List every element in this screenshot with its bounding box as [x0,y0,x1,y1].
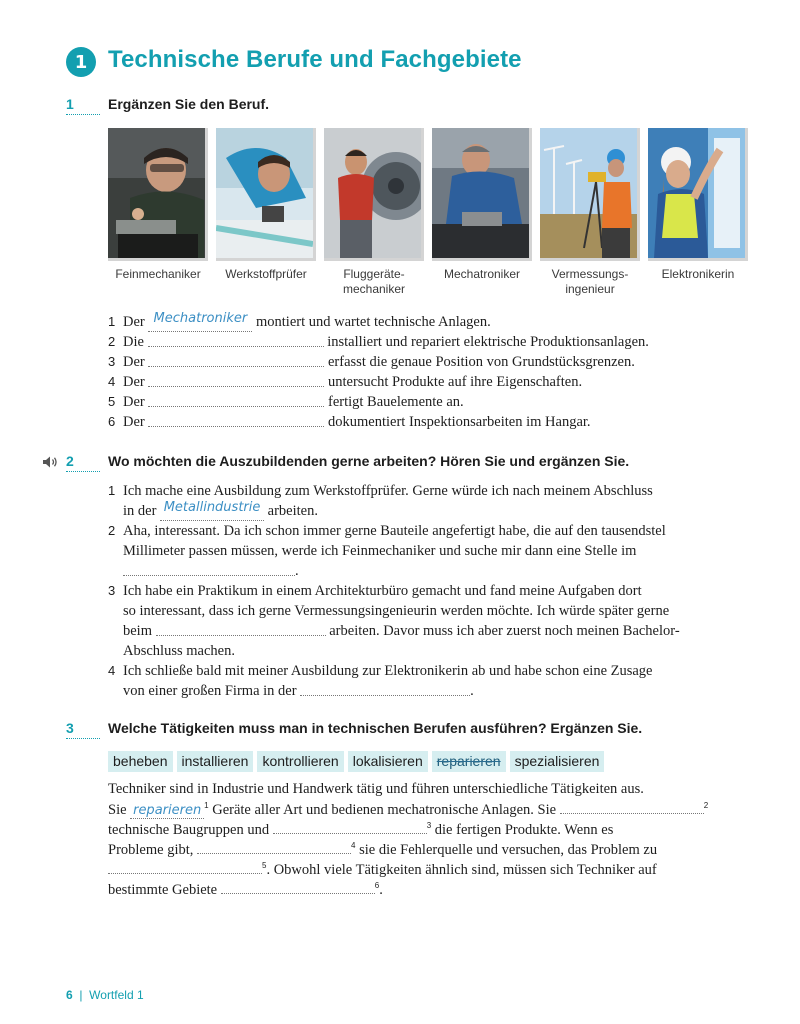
statement-line: Ich habe ein Praktikum in einem Architekturbüro gemacht und fand meine Aufgaben dort [123,583,642,599]
chapter-number-badge [66,47,96,77]
text-line [108,819,748,839]
text: beim [123,623,152,639]
sentence-row [108,412,758,432]
sentence-row [108,312,758,332]
answer-field[interactable] [108,859,262,874]
sentence-row [108,392,758,412]
sentence-rest: erfasst die genaue Position von Grundstücksgrenzen. [328,354,635,370]
footnote-number: 3 [426,821,432,831]
photo-card-elektronikerin [648,128,748,282]
item-number: 1 [108,314,116,329]
exercise-2-number: 2 [66,453,100,472]
statement-3 [108,581,758,661]
photo-card-mechatroniker [432,128,532,282]
text: . [379,882,383,898]
text: . Obwohl viele Tätigkeiten ähnlich sind, müssen sich Techniker auf [266,862,657,878]
exercise-3-number: 3 [66,720,100,739]
statement-line [123,501,758,521]
chapter-number: 1 [74,51,88,73]
text: Geräte aller Art und bedienen mechatronische Anlagen. Sie [212,802,557,818]
sentence-row [108,352,758,372]
item-number: 5 [108,394,116,409]
sentence-rest: untersucht Produkte auf ihre Eigenschaften. [328,374,583,390]
statement-line: Ich mache eine Ausbildung zum Werkstoffprüfer. Gerne würde ich nach meinem Abschluss [123,483,653,499]
word-chip[interactable]: lokalisieren [348,751,428,772]
article: Die [123,334,144,350]
item-number: 1 [108,483,116,498]
photo-feinmechaniker [108,128,208,261]
exercise-3-text [108,779,748,899]
text-line [108,799,748,819]
page-footer [66,988,144,1002]
statement-2 [108,521,758,581]
exercise-1-title: Ergänzen Sie den Beruf. [108,96,270,112]
exercise-1-number: 1 [66,96,100,115]
sentence-rest: fertigt Bauelemente an. [328,394,464,410]
sentence-rest: installiert und repariert elektrische Produktionsanlagen. [327,334,649,350]
text: technische Baugruppen und [108,822,270,838]
text: arbeiten. [267,503,318,519]
photo-strip [108,128,748,298]
answer-field[interactable] [148,412,324,427]
word-chip[interactable]: beheben [108,751,173,772]
word-chip[interactable]: installieren [177,751,254,772]
photo-caption: Elektronikerin [661,267,735,281]
answer-field[interactable] [148,332,324,347]
footer-section: Wortfeld 1 [89,988,144,1002]
text: Sie [108,802,127,818]
article: Der [123,354,145,370]
text: arbeiten. Davor muss ich aber zuerst noch meinen Bachelor- [329,623,680,639]
exercise-2-items [108,481,758,701]
photo-card-vermessungsingenieur [540,128,640,297]
item-number: 2 [108,523,116,538]
footnote-number: 2 [703,801,709,811]
text: . [295,563,299,579]
footer-separator: | [79,988,83,1002]
answer-field[interactable] [560,799,704,814]
answer-field[interactable]: Metallindustrie [160,501,264,521]
answer-field[interactable] [148,372,324,387]
statement-line: so interessant, dass ich gerne Vermessungsingenieurin werden möchte. Ich würde später gerne [123,603,670,619]
statement-line [123,621,758,641]
word-box [108,751,604,772]
word-chip-used[interactable]: reparieren [432,751,506,772]
photo-caption: Werkstoffprüfer [225,267,307,281]
answer-field[interactable] [123,561,295,576]
text: bestimmte Gebiete [108,882,218,898]
sentence-rest: montiert und wartet technische Anlagen. [256,314,491,330]
answer-field[interactable] [156,621,326,636]
answer-field[interactable] [197,839,351,854]
footnote-number: 1 [204,801,209,811]
text-line [108,859,748,879]
answer-field[interactable] [273,819,427,834]
speaker-icon[interactable] [42,455,58,469]
footnote-number: 6 [374,881,380,891]
answer-field[interactable] [148,392,324,407]
statement-line [123,681,758,701]
photo-werkstoffpruefer [216,128,316,261]
article: Der [123,314,145,330]
text: von einer großen Firma in der [123,683,297,699]
photo-caption: Vermessungs- ingenieur [551,267,629,296]
photo-card-fluggeraetemechaniker [324,128,424,297]
statement-line: Ich schließe bald mit meiner Ausbildung zur Elektronikerin ab und habe schon eine Zusage [123,663,653,679]
answer-field[interactable] [221,879,375,894]
exercise-2-title: Wo möchten die Auszubildenden gerne arbeiten? Hören Sie und ergänzen Sie. [108,453,630,469]
photo-mechatroniker [432,128,532,261]
statement-line: Aha, interessant. Da ich schon immer gerne Bauteile angefertigt habe, die auf den tausendstel [123,523,666,539]
sentence-row [108,372,758,392]
text: die fertigen Produkte. Wenn es [434,822,614,838]
page-number: 6 [66,988,73,1002]
word-chip[interactable]: spezialisieren [510,751,605,772]
item-number: 3 [108,583,116,598]
text: . [470,683,474,699]
statement-line [123,561,758,581]
statement-line: Millimeter passen müssen, werde ich Feinmechaniker und suche mir dann eine Stelle im [123,543,637,559]
text: sie die Fehlerquelle und versuchen, das Problem zu [359,842,658,858]
footnote-number: 4 [351,841,356,851]
photo-card-werkstoffpruefer [216,128,316,282]
answer-field[interactable]: reparieren [130,804,204,819]
text: in der [123,503,157,519]
sentence-rest: dokumentiert Inspektionsarbeiten im Hangar. [328,414,591,430]
text-line [108,879,748,899]
photo-caption: Mechatroniker [443,267,521,281]
item-number: 4 [108,663,116,678]
sentence-row [108,332,758,352]
statement-1 [108,481,758,521]
chapter-title: Technische Berufe und Fachgebiete [108,46,522,73]
word-chip[interactable]: kontrollieren [257,751,343,772]
photo-caption: Feinmechaniker [115,267,201,281]
item-number: 6 [108,414,116,429]
photo-caption: Fluggeräte- mechaniker [342,267,406,296]
statement-4 [108,661,758,701]
item-number: 4 [108,374,116,389]
photo-vermessungsingenieur [540,128,640,261]
answer-field[interactable]: Mechatroniker [148,312,252,332]
item-number: 2 [108,334,116,349]
footnote-number: 5 [262,861,267,871]
article: Der [123,394,145,410]
article: Der [123,374,145,390]
statement-line: Abschluss machen. [123,643,235,659]
answer-field[interactable] [148,352,324,367]
photo-elektronikerin [648,128,748,261]
photo-fluggeraetemechaniker [324,128,424,261]
item-number: 3 [108,354,116,369]
answer-field[interactable] [300,681,470,696]
text-line: Techniker sind in Industrie und Handwerk tätig und führen unterschiedliche Tätigkeiten aus. [108,781,644,797]
exercise-1-sentences [108,312,758,432]
exercise-3-title: Welche Tätigkeiten muss man in technischen Berufen ausführen? Ergänzen Sie. [108,720,643,736]
text-line [108,839,748,859]
article: Der [123,414,145,430]
photo-card-feinmechaniker [108,128,208,282]
text: Probleme gibt, [108,842,194,858]
